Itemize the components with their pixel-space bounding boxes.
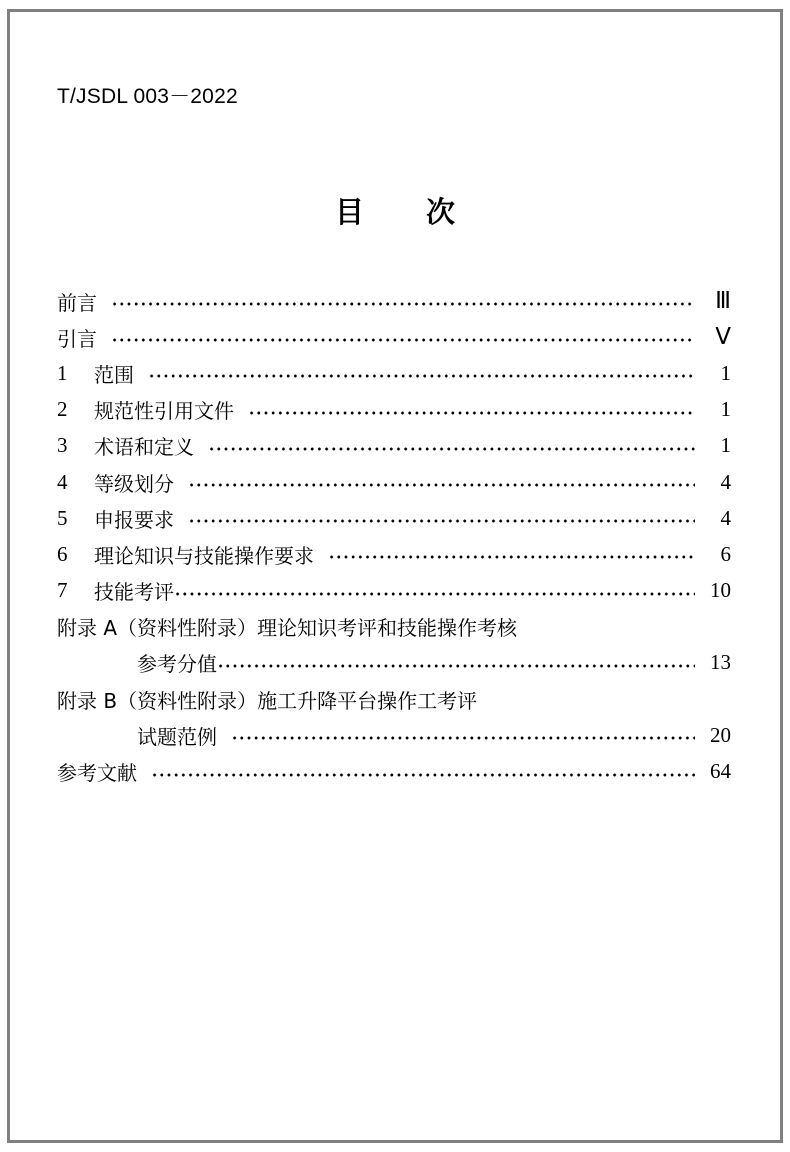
toc-entry-label: 等级划分 (94, 471, 174, 496)
toc-entry-label: 技能考评 (94, 580, 174, 605)
toc-entry-label: 附录 A（资料性附录）理论知识考评和技能操作考核 (57, 616, 518, 641)
dot-leader (174, 592, 695, 596)
toc-entry-page: 4 (720, 469, 731, 494)
toc-entry-label: 参考分值 (137, 652, 217, 677)
toc-entry-label: 附录 B（资料性附录）施工升降平台操作工考评 (57, 688, 478, 713)
toc-entry-appendix-a[interactable] (57, 609, 731, 645)
table-of-contents (57, 283, 731, 790)
toc-title (0, 190, 790, 231)
dot-leader (231, 736, 695, 740)
toc-entry-normative-references[interactable] (57, 392, 731, 428)
toc-entry-page: 64 (710, 759, 731, 784)
toc-entry-page: Ⅴ (715, 324, 731, 350)
toc-entry-number: 3 (57, 433, 68, 458)
toc-entry-appendix-b[interactable] (57, 681, 731, 717)
toc-entry-number: 7 (57, 578, 68, 603)
toc-entry-bibliography[interactable] (57, 753, 731, 789)
toc-entry-number: 6 (57, 541, 68, 566)
toc-entry-label: 申报要求 (94, 507, 174, 532)
dot-leader (188, 519, 695, 523)
toc-entry-number: 5 (57, 505, 68, 530)
toc-entry-label: 试题范例 (137, 724, 217, 749)
toc-entry-page: 1 (720, 397, 731, 422)
toc-entry-label: 范围 (94, 362, 134, 387)
dot-leader (248, 411, 695, 415)
toc-entry-page: Ⅲ (715, 288, 731, 314)
toc-entry-label: 理论知识与技能操作要求 (94, 543, 314, 568)
dot-leader (188, 483, 695, 487)
toc-entry-label: 引言 (57, 326, 97, 351)
toc-entry-page: 20 (710, 722, 731, 747)
toc-entry-page: 6 (720, 541, 731, 566)
toc-entry-number: 4 (57, 469, 68, 494)
dot-leader (111, 338, 695, 342)
toc-entry-label: 规范性引用文件 (94, 399, 234, 424)
toc-entry-terms-definitions[interactable] (57, 428, 731, 464)
toc-entry-label: 术语和定义 (94, 435, 194, 460)
toc-title-char-2: 次 (426, 195, 456, 229)
toc-entry-page: 4 (720, 505, 731, 530)
toc-entry-page: 1 (720, 360, 731, 385)
toc-entry-label: 参考文献 (57, 761, 137, 786)
toc-entry-scope[interactable] (57, 355, 731, 391)
toc-entry-appendix-b-cont[interactable] (57, 717, 731, 753)
toc-entry-page: 10 (710, 578, 731, 603)
dot-leader (208, 447, 695, 451)
toc-entry-label: 前言 (57, 290, 97, 315)
dot-leader (151, 773, 695, 777)
toc-entry-introduction[interactable] (57, 319, 731, 355)
toc-title-char-1: 目 (334, 195, 364, 229)
toc-entry-appendix-a-cont[interactable] (57, 645, 731, 681)
toc-entry-knowledge-skill-requirements[interactable] (57, 536, 731, 572)
toc-entry-number: 1 (57, 360, 68, 385)
toc-entry-page: 1 (720, 433, 731, 458)
toc-entry-application-requirements[interactable] (57, 500, 731, 536)
toc-entry-grade-classification[interactable] (57, 464, 731, 500)
toc-entry-skill-assessment[interactable] (57, 573, 731, 609)
toc-entry-page: 13 (710, 650, 731, 675)
dot-leader (148, 374, 695, 378)
document-code: T/JSDL 003－2022 (57, 85, 238, 108)
dot-leader (111, 302, 695, 306)
dot-leader (328, 555, 695, 559)
toc-entry-number: 2 (57, 397, 68, 422)
dot-leader (217, 664, 695, 668)
toc-entry-foreword[interactable] (57, 283, 731, 319)
